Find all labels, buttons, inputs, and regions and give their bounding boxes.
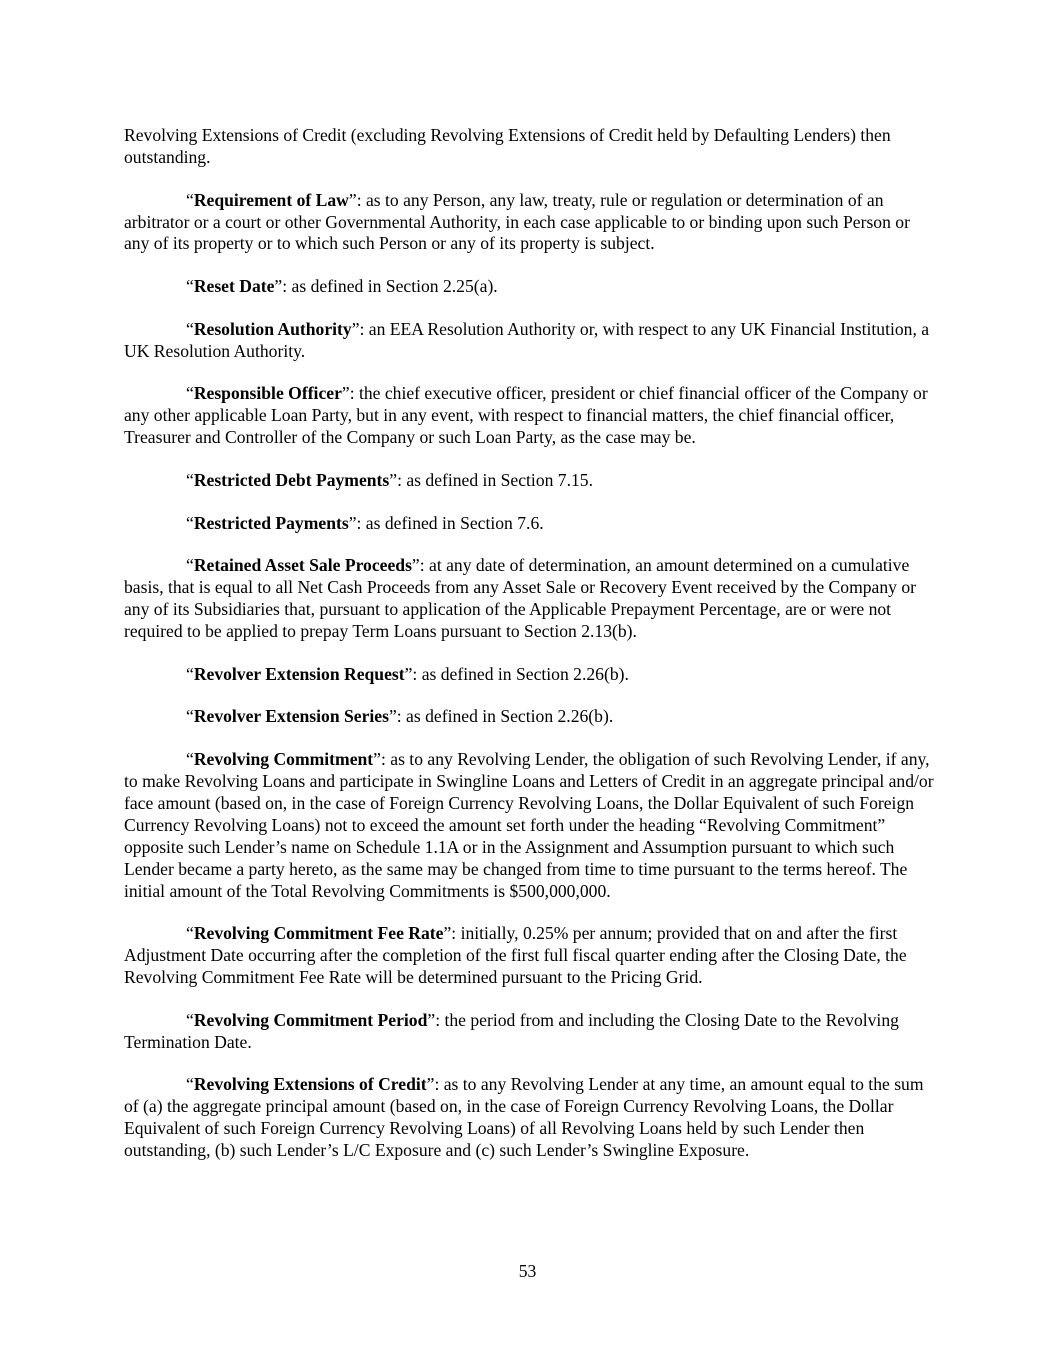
close-quote: ” <box>351 318 360 339</box>
defined-term: Responsible Officer <box>193 383 342 404</box>
definition-revolving-extensions-of-credit <box>124 1074 936 1162</box>
open-quote: “ <box>186 555 194 576</box>
definition-requirement-of-law <box>124 190 936 256</box>
close-quote: ” <box>389 469 398 490</box>
close-quote: ” <box>426 1074 435 1095</box>
defined-term: Resolution Authority <box>193 318 352 339</box>
definition-revolving-commitment-fee-rate <box>124 923 936 989</box>
definition-text: : as defined in Section 7.6. <box>356 512 544 533</box>
defined-term: Reset Date <box>193 276 275 297</box>
definition-reset-date <box>124 276 936 298</box>
open-quote: “ <box>186 189 194 210</box>
defined-term: Restricted Debt Payments <box>193 469 390 490</box>
definition-text: : the period from and including the Closing Date to the Revolving Termination Date. <box>124 1009 899 1052</box>
defined-term: Revolving Extensions of Credit <box>193 1074 427 1095</box>
definition-text: : as to any Revolving Lender, the obligation of such Revolving Lender, if any, to make Revolving Loans and participate in Swingline Loans and Letters of Credit in an aggregate principal and/or face amount (based on, in the case of Foreign Currency Revolving Loans, the Dollar Equivalent of such Foreign Currency Revolving Loans) not to exceed the amount set forth under the heading “Revolving Commitment” opposite such Lender’s name on Schedule 1.1A or in the Assignment and Assumption pursuant to which such Lender became a party hereto, as the same may be changed from time to time pursuant to the terms hereof. The initial amount of the Total Revolving Commitments is $500,000,000. <box>124 749 934 901</box>
close-quote: ” <box>373 749 381 770</box>
definition-revolver-extension-request <box>124 664 936 686</box>
definition-text: : as defined in Section 2.25(a). <box>282 276 498 297</box>
close-quote: ” <box>404 663 413 684</box>
definition-text: : as defined in Section 2.26(b). <box>396 706 614 727</box>
definition-text: : initially, 0.25% per annum; provided that on and after the first Adjustment Date occurring after the completion of the first full fiscal quarter ending after the Closing Date, the Revolving Commitment Fee Rate will be determined pursuant to the Pricing Grid. <box>124 923 907 988</box>
defined-term: Requirement of Law <box>193 189 349 210</box>
definition-restricted-debt-payments <box>124 470 936 492</box>
open-quote: “ <box>186 706 194 727</box>
open-quote: “ <box>186 1074 194 1095</box>
close-quote: ” <box>348 189 357 210</box>
definition-text: : an EEA Resolution Authority or, with respect to any UK Financial Institution, a UK Resolution Authority. <box>124 318 930 361</box>
definition-text: : as defined in Section 2.26(b). <box>412 663 629 684</box>
open-quote: “ <box>186 663 194 684</box>
defined-term: Restricted Payments <box>193 512 349 533</box>
definition-text: : as to any Person, any law, treaty, rule or regulation or determination of an arbitrator or a court or other Governmental Authority, in each case applicable to or binding upon such Person or any of its property or to which such Person or any of its property is subject. <box>124 189 910 254</box>
close-quote: ” <box>341 383 350 404</box>
open-quote: “ <box>186 276 194 297</box>
definition-revolving-commitment <box>124 749 936 902</box>
definition-retained-asset-sale-proceeds <box>124 555 936 643</box>
defined-term: Revolving Commitment Period <box>193 1009 428 1030</box>
open-quote: “ <box>186 512 194 533</box>
continuation-paragraph: Revolving Extensions of Credit (excluding Revolving Extensions of Credit held by Defaulting Lenders) then outstanding. <box>124 125 891 167</box>
close-quote: ” <box>427 1009 436 1030</box>
open-quote: “ <box>186 383 194 404</box>
close-quote: ” <box>443 923 452 944</box>
page-number: 53 <box>518 1261 537 1281</box>
defined-term: Revolver Extension Request <box>193 663 405 684</box>
open-quote: “ <box>186 1009 194 1030</box>
defined-term: Revolving Commitment Fee Rate <box>193 923 444 944</box>
definition-text: : at any date of determination, an amount determined on a cumulative basis, that is equal to all Net Cash Proceeds from any Asset Sale or Recovery Event received by the Company or any of its Subsidiaries that, pursuant to application of the Applicable Prepayment Percentage, are or were not required to be applied to prepay Term Loans pursuant to Section 2.13(b). <box>124 555 917 642</box>
definition-revolver-extension-series <box>124 706 936 728</box>
defined-term: Revolving Commitment <box>193 749 374 770</box>
close-quote: ” <box>411 555 420 576</box>
defined-term: Revolver Extension Series <box>193 706 389 727</box>
definition-restricted-payments <box>124 513 936 535</box>
open-quote: “ <box>186 923 194 944</box>
open-quote: “ <box>186 318 194 339</box>
document-page <box>124 125 936 1183</box>
definition-text: : as defined in Section 7.15. <box>397 469 593 490</box>
definition-text: : as to any Revolving Lender at any time, an amount equal to the sum of (a) the aggregate principal amount (based on, in the case of Foreign Currency Revolving Loans, the Dollar Equivalent of such Foreign Currency Revolving Loans) of all Revolving Loans held by such Lender then outstanding, (b) such Lender’s L/C Exposure and (c) such Lender’s Swingline Exposure. <box>124 1074 924 1161</box>
close-quote: ” <box>274 276 283 297</box>
definition-responsible-officer <box>124 383 936 449</box>
definition-text: : the chief executive officer, president or chief financial officer of the Company or any other applicable Loan Party, but in any event, with respect to financial matters, the chief financial officer, Treasurer and Controller of the Company or such Loan Party, as the case may be. <box>124 383 928 448</box>
open-quote: “ <box>186 469 194 490</box>
close-quote: ” <box>388 706 397 727</box>
open-quote: “ <box>186 749 194 770</box>
defined-term: Retained Asset Sale Proceeds <box>193 555 412 576</box>
close-quote: ” <box>348 512 357 533</box>
definition-resolution-authority <box>124 319 936 363</box>
definition-revolving-commitment-period <box>124 1010 936 1054</box>
